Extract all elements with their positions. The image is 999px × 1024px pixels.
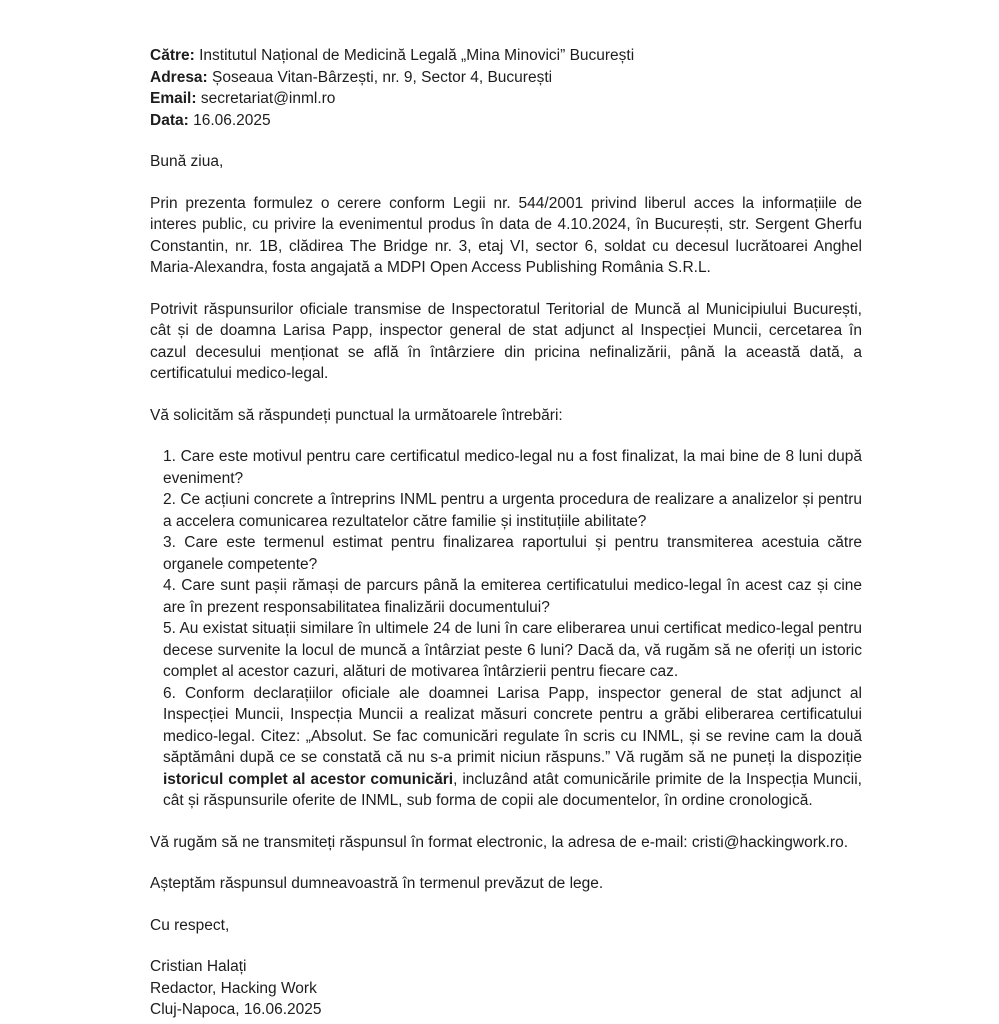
question-number: 4. (163, 577, 176, 594)
recipient-label: Către: (150, 47, 195, 64)
email-label: Email: (150, 90, 197, 107)
question-item-6 (150, 683, 862, 812)
question-text-post: , incluzând atât comunicările primite de la Inspecția Muncii, cât și răspunsurile oferite de INML, sub forma de copii ale documentelor, în ordine cronologică. (163, 770, 862, 809)
date-label: Data: (150, 111, 189, 129)
question-item-1 (150, 446, 862, 489)
paragraph-request: Prin prezenta formulez o cerere conform Legii nr. 544/2001 privind liberul acces la informațiile de interes public, cu privire la evenimentul produs în data de 4.10.2024, în București, str. Sergent Gherfu Constantin, nr. 1B, clădirea The Bridge nr. 3, etaj VI, sector 6, soldat cu decesul lucrătoarei Anghel Maria-Alexandra, fosta angajată a MDPI Open Access Publishing România S.R.L. (150, 194, 862, 276)
paragraph-context: Potrivit răspunsurilor oficiale transmise de Inspectoratul Teritorial de Muncă al Municipiului București, cât și de doamna Larisa Papp, inspector general de stat adjunct al Inspecției Muncii, cercetarea în cazul decesului menționat se află în întârziere din pricina nefinalizării, până la această dată, a certificatului medico-legal. (150, 300, 862, 382)
email-value: secretariat@inml.ro (200, 90, 336, 107)
question-text: Care sunt pașii rămași de parcurs până la emiterea certificatului medico-legal în acest caz și cine are în prezent responsabilitatea finalizării documentului? (163, 577, 862, 616)
question-number: 1. (163, 448, 176, 465)
recipient-block (150, 45, 862, 131)
signature-place-date: Cluj-Napoca, 16.06.2025 (150, 1001, 322, 1018)
question-text: Conform declarațiilor oficiale ale doamnei Larisa Papp, inspector general de stat adjunct al Inspecției Muncii, Inspecția Muncii a realizat măsuri concrete pentru a grăbi eliberarea certificatului medico-legal. Citez: „Absolut. Se fac comunicări regulate în scris cu INML, și se revine cam la două săptămâni după ce se constată că nu s-a primit niciun răspuns.” Vă rugăm să ne puneți la dispoziție (163, 684, 862, 766)
question-item-3 (150, 532, 862, 575)
date-line (150, 110, 862, 132)
question-text: Ce acțiuni concrete a întreprins INML pentru a urgenta procedura de realizare a analizelor și pentru a accelera comunicarea rezultatelor către familie și instituțiile abilitate? (163, 491, 863, 530)
question-bold-text: istoricul complet al acestor comunicări (163, 770, 454, 788)
recipient-value: Institutul Național de Medicină Legală „Mina Minovici” București (199, 47, 635, 64)
question-text: Care este termenul estimat pentru finalizarea raportului și pentru transmiterea acestuia către organele competente? (163, 534, 862, 573)
signature-block (150, 956, 862, 1021)
paragraph-email-request: Vă rugăm să ne transmiteți răspunsul în format electronic, la adresa de e-mail: cristi@hackingwork.ro. (150, 833, 849, 851)
address-value: Șoseaua Vitan-Bârzești, nr. 9, Sector 4, București (212, 68, 553, 86)
question-item-4 (150, 575, 862, 618)
signature-role: Redactor, Hacking Work (150, 979, 317, 997)
question-number: 6. (163, 684, 176, 702)
questions-list (150, 446, 862, 812)
question-item-2 (150, 489, 862, 532)
question-text: Au existat situații similare în ultimele 24 de luni în care eliberarea unui certificat medico-legal pentru decese survenite la locul de muncă a întârziat peste 6 luni? Dacă da, vă rugăm să ne oferiți un istoric complet al acestor cazuri, alături de motivarea întârzierii pentru fiecare caz. (163, 620, 863, 680)
email-line (150, 88, 862, 110)
address-label: Adresa: (150, 68, 208, 86)
recipient-line (150, 45, 862, 67)
question-item-5 (150, 618, 862, 683)
signoff: Cu respect, (150, 916, 230, 934)
date-value: 16.06.2025 (193, 111, 271, 129)
paragraph-deadline: Așteptăm răspunsul dumneavoastră în termenul prevăzut de lege. (150, 875, 604, 892)
question-number: 2. (163, 491, 176, 508)
question-number: 3. (163, 534, 176, 551)
letter-page (150, 0, 862, 1021)
question-text: Care este motivul pentru care certificatul medico-legal nu a fost finalizat, la mai bine de 8 luni după eveniment? (163, 448, 862, 487)
signature-name: Cristian Halați (150, 958, 247, 975)
greeting: Bună ziua, (150, 153, 224, 170)
questions-intro: Vă solicităm să răspundeți punctual la următoarele întrebări: (150, 406, 563, 424)
question-number: 5. (163, 620, 176, 637)
address-line (150, 67, 862, 89)
